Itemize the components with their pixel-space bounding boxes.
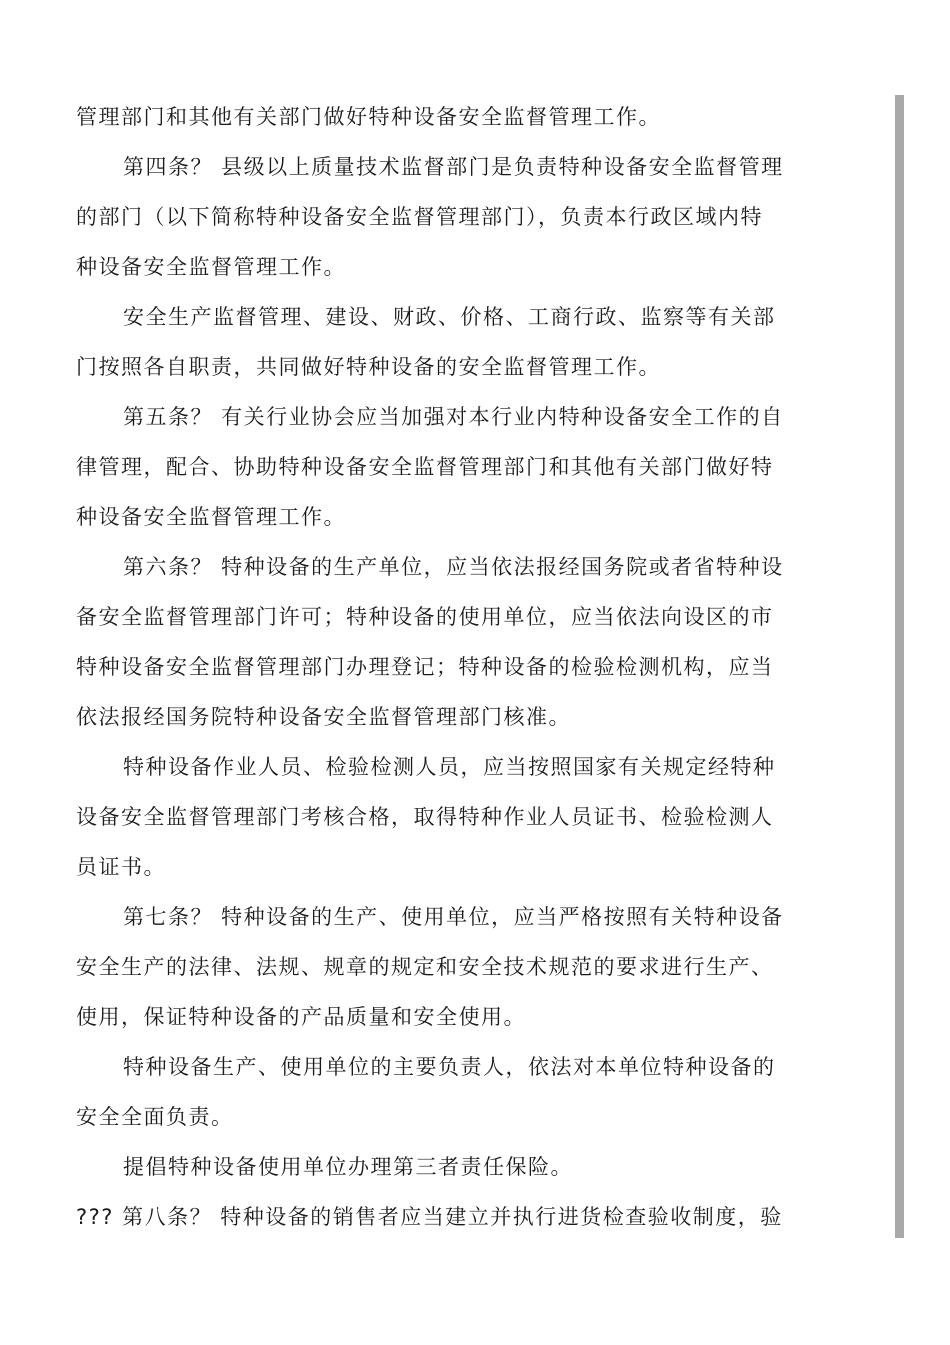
article-4-line: 第四条？ 县级以上质量技术监督部门是负责特种设备安全监督管理: [123, 155, 784, 179]
text-line: 员证书。: [76, 855, 166, 879]
article-5-line: 第五条？ 有关行业协会应当加强对本行业内特种设备安全工作的自: [123, 405, 784, 429]
text-line: 种设备安全监督管理工作。: [76, 505, 346, 529]
article-8-line: ??? 第八条？ 特种设备的销售者应当建立并执行进货检查验收制度，验: [76, 1205, 783, 1229]
text-line: 特种设备安全监督管理部门办理登记；特种设备的检验检测机构，应当: [76, 655, 774, 679]
text-line: 备安全监督管理部门许可；特种设备的使用单位，应当依法向设区的市: [76, 605, 774, 629]
text-line: 种设备安全监督管理工作。: [76, 255, 346, 279]
text-line: 设备安全监督管理部门考核合格，取得特种作业人员证书、检验检测人: [76, 805, 774, 829]
text-line: 使用，保证特种设备的产品质量和安全使用。: [76, 1005, 526, 1029]
vertical-scrollbar[interactable]: [895, 95, 904, 1238]
paragraph-start-line: 安全生产监督管理、建设、财政、价格、工商行政、监察等有关部: [123, 305, 776, 329]
text-line: 安全生产的法律、法规、规章的规定和安全技术规范的要求进行生产、: [76, 955, 774, 979]
paragraph-start-line: 提倡特种设备使用单位办理第三者责任保险。: [123, 1155, 573, 1179]
text-line: 门按照各自职责，共同做好特种设备的安全监督管理工作。: [76, 355, 661, 379]
article-6-line: 第六条？ 特种设备的生产单位，应当依法报经国务院或者省特种设: [123, 555, 784, 579]
paragraph-start-line: 特种设备生产、使用单位的主要负责人，依法对本单位特种设备的: [123, 1055, 776, 1079]
article-7-line: 第七条？ 特种设备的生产、使用单位，应当严格按照有关特种设备: [123, 905, 784, 929]
text-line: 安全全面负责。: [76, 1105, 234, 1129]
text-line: 的部门（以下简称特种设备安全监督管理部门），负责本行政区域内特: [76, 205, 763, 229]
text-line: 律管理，配合、协助特种设备安全监督管理部门和其他有关部门做好特: [76, 455, 774, 479]
paragraph-start-line: 特种设备作业人员、检验检测人员，应当按照国家有关规定经特种: [123, 755, 776, 779]
text-line: 管理部门和其他有关部门做好特种设备安全监督管理工作。: [76, 105, 661, 129]
text-line: 依法报经国务院特种设备安全监督管理部门核准。: [76, 705, 571, 729]
